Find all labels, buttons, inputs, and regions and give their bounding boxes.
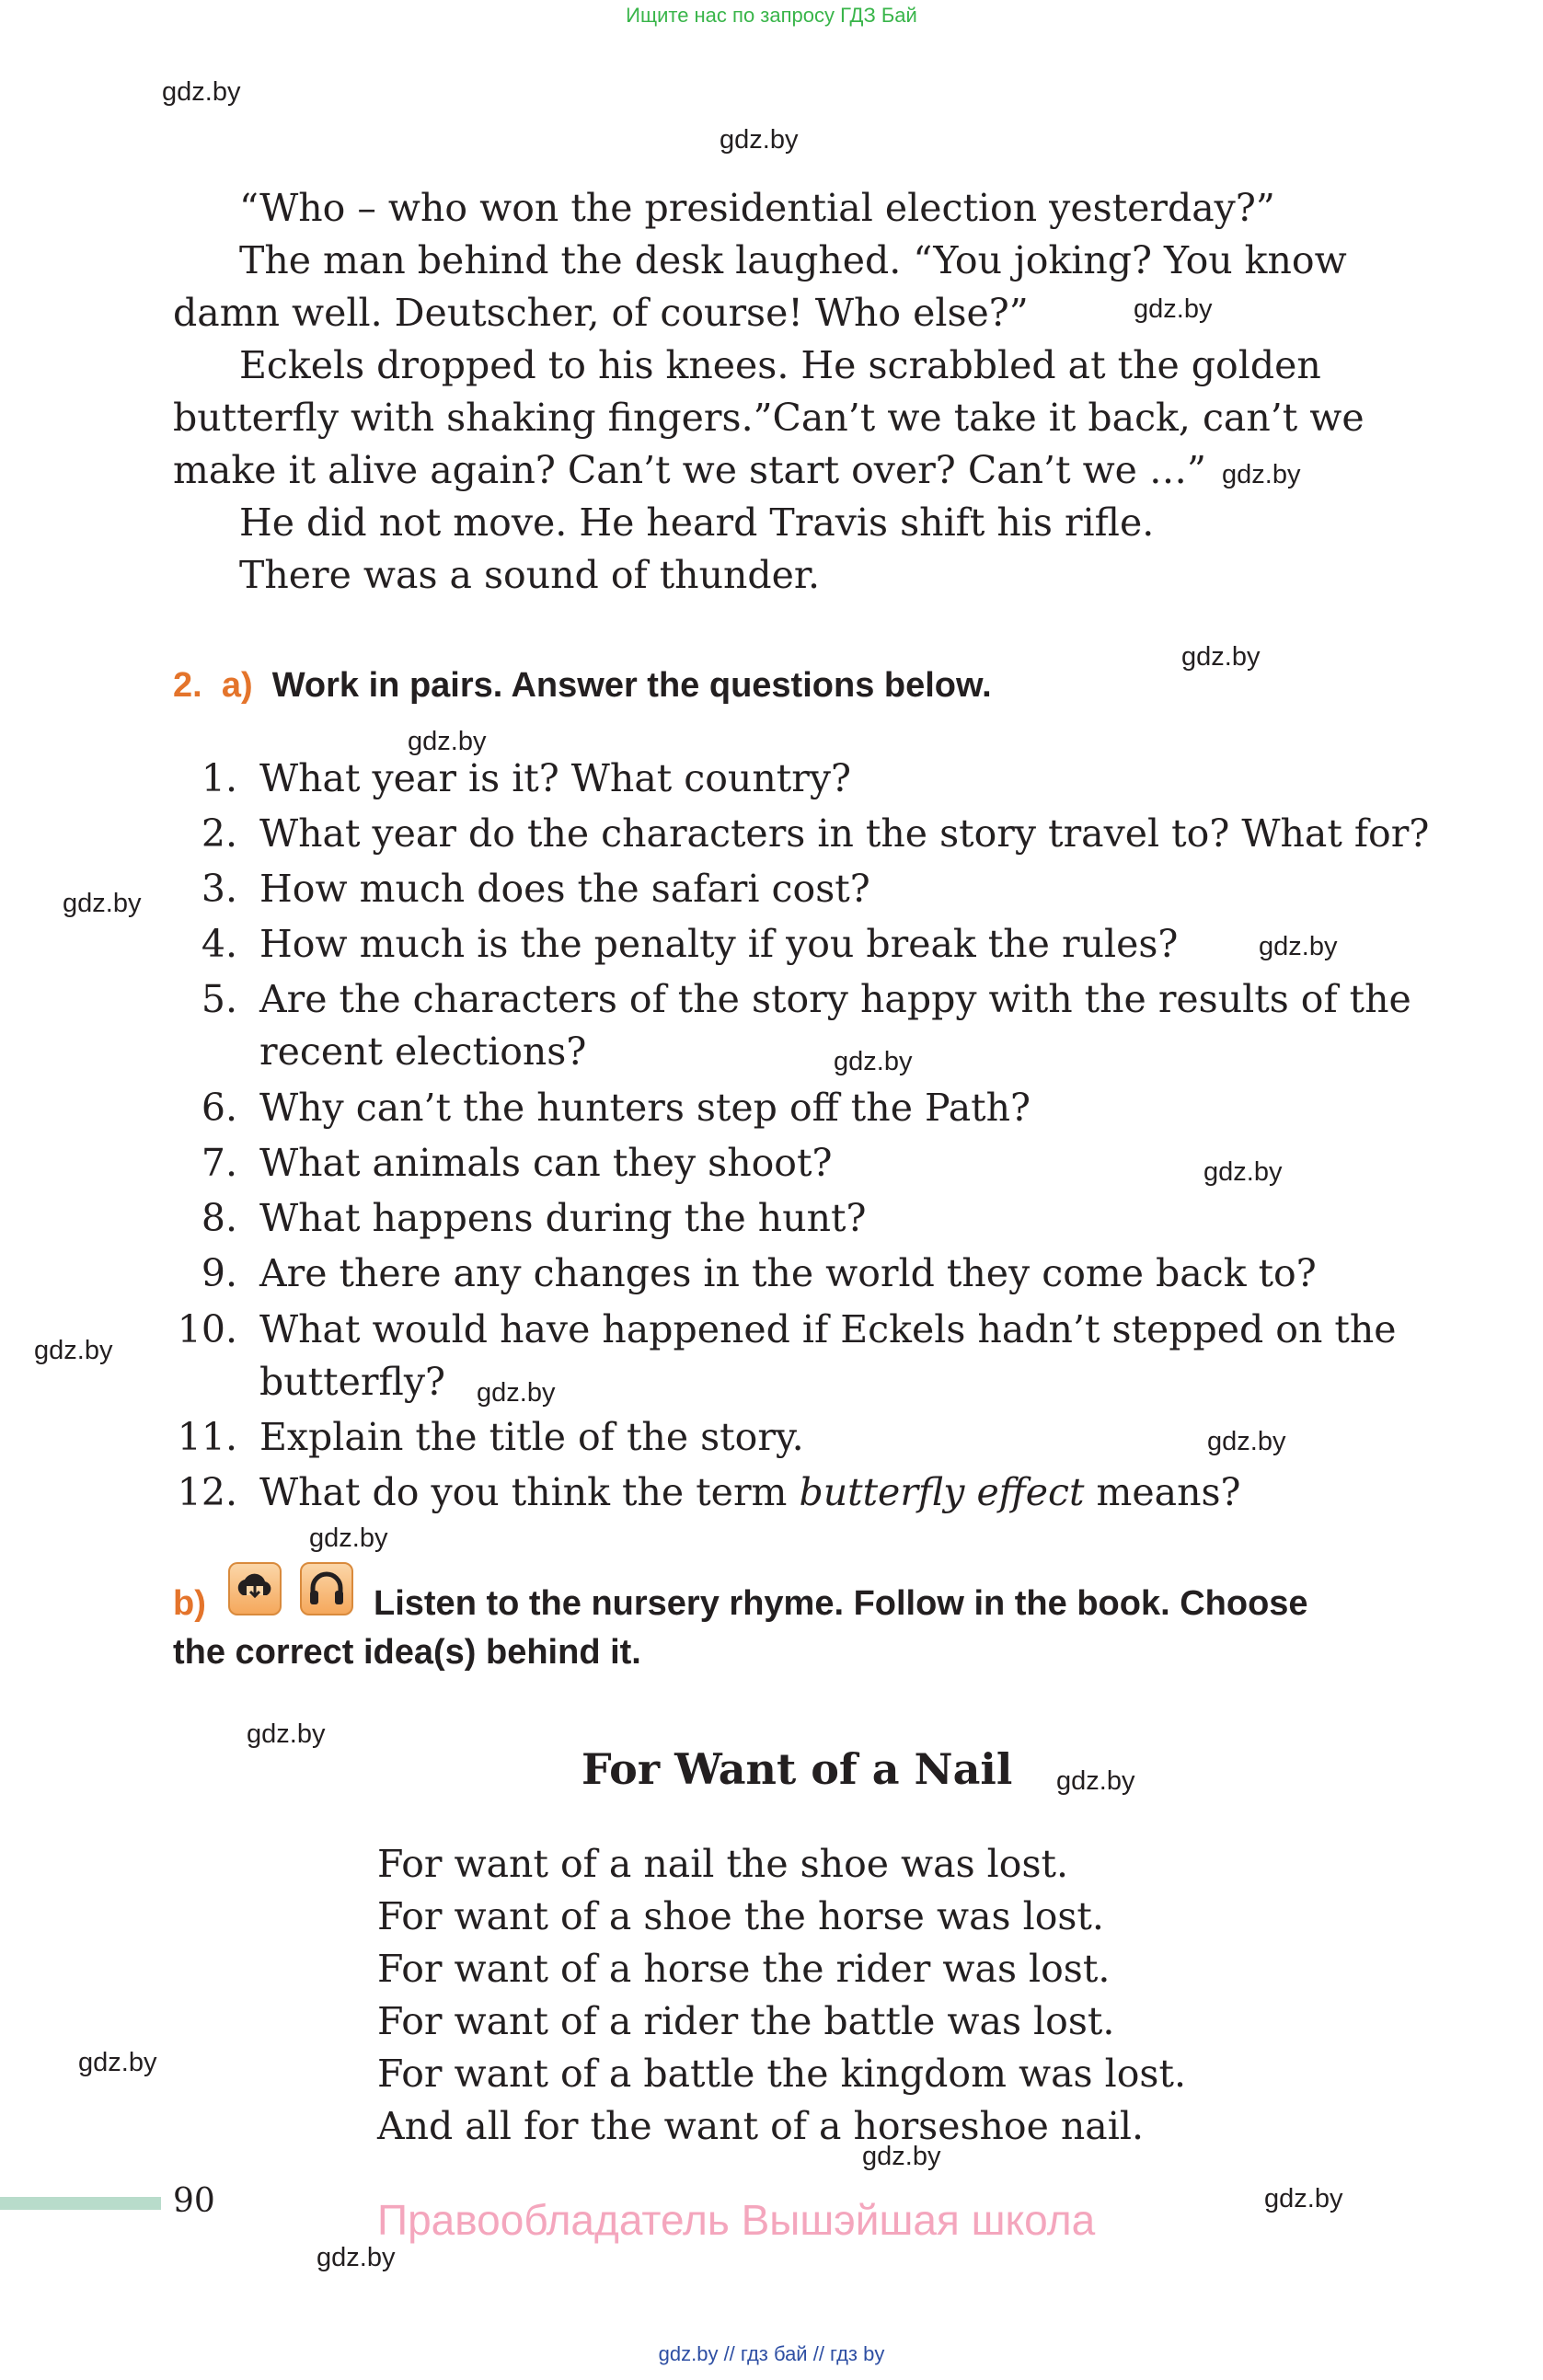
poem-line: And all for the want of a horseshoe nail. bbox=[377, 2104, 1145, 2148]
poem-line: For want of a horse the rider was lost. bbox=[377, 1947, 1111, 1991]
question-number: 8. bbox=[201, 1196, 237, 1240]
watermark: gdz.by bbox=[1203, 1157, 1283, 1187]
poem-line: For want of a rider the battle was lost. bbox=[377, 1999, 1115, 2043]
question-number: 11. bbox=[177, 1415, 237, 1459]
task-number: 2. bbox=[173, 666, 202, 705]
question-text: Are there any changes in the world they come back to? bbox=[259, 1251, 1317, 1295]
question-text: What year is it? What country? bbox=[259, 756, 851, 800]
question-number: 10. bbox=[177, 1307, 237, 1351]
question-text-continued: butterfly? bbox=[259, 1360, 445, 1404]
question-number: 9. bbox=[201, 1251, 237, 1295]
watermark: gdz.by bbox=[834, 1047, 913, 1076]
story-line: Eckels dropped to his knees. He scrabbled at the golden bbox=[239, 343, 1321, 387]
question-text-continued: recent elections? bbox=[259, 1029, 587, 1074]
watermark: gdz.by bbox=[1222, 460, 1301, 489]
poem-line: For want of a shoe the horse was lost. bbox=[377, 1894, 1104, 1938]
task-2a-heading bbox=[173, 666, 992, 706]
task-2b-letter: b) bbox=[173, 1584, 206, 1623]
poem-line: For want of a nail the shoe was lost. bbox=[377, 1842, 1069, 1886]
story-line: butterfly with shaking fingers.”Can’t we take it back, can’t we bbox=[173, 396, 1365, 440]
watermark: gdz.by bbox=[247, 1719, 326, 1749]
task-letter: a) bbox=[221, 666, 253, 705]
story-line: The man behind the desk laughed. “You joking? You know bbox=[239, 238, 1347, 282]
poem-title: For Want of a Nail bbox=[582, 1744, 1013, 1794]
watermark: gdz.by bbox=[862, 2142, 941, 2171]
question-text: Explain the title of the story. bbox=[259, 1415, 804, 1459]
question-number: 7. bbox=[201, 1141, 237, 1185]
question-number: 5. bbox=[201, 977, 237, 1021]
watermark: gdz.by bbox=[720, 125, 799, 155]
watermark: gdz.by bbox=[309, 1523, 388, 1553]
headphones-icon[interactable] bbox=[300, 1562, 353, 1615]
watermark: gdz.by bbox=[477, 1378, 556, 1408]
task-instruction: Work in pairs. Answer the questions below. bbox=[271, 666, 992, 705]
question-text: What would have happened if Eckels hadn’t stepped on the bbox=[259, 1307, 1397, 1351]
question-number: 1. bbox=[201, 756, 237, 800]
watermark: gdz.by bbox=[78, 2048, 157, 2077]
question-text: How much is the penalty if you break the rules? bbox=[259, 922, 1179, 966]
question-text: What year do the characters in the story travel to? What for? bbox=[259, 811, 1430, 856]
watermark: gdz.by bbox=[1207, 1427, 1286, 1456]
task-2b-instruction-line1: Listen to the nursery rhyme. Follow in the book. Choose bbox=[374, 1584, 1308, 1623]
question-number: 2. bbox=[201, 811, 237, 856]
watermark: gdz.by bbox=[1181, 642, 1261, 672]
question-text: What happens during the hunt? bbox=[259, 1196, 867, 1240]
watermark: gdz.by bbox=[1264, 2184, 1343, 2213]
question-text: What animals can they shoot? bbox=[259, 1141, 833, 1185]
story-line: There was a sound of thunder. bbox=[239, 553, 821, 597]
watermark: gdz.by bbox=[162, 77, 241, 107]
bottom-links[interactable]: gdz.by // гдз бай // гдз by bbox=[658, 2342, 885, 2365]
footer-bar bbox=[0, 2197, 161, 2210]
story-line: damn well. Deutscher, of course! Who else?” bbox=[173, 291, 1029, 335]
watermark: gdz.by bbox=[1056, 1766, 1135, 1796]
watermark: gdz.by bbox=[34, 1336, 113, 1365]
cloud-download-icon[interactable] bbox=[228, 1562, 282, 1615]
question-text: What do you think the term butterfly effect means? bbox=[259, 1470, 1241, 1514]
story-line: make it alive again? Can’t we start over? Can’t we …” bbox=[173, 448, 1206, 492]
copyright-notice: Правообладатель Вышэйшая школа bbox=[377, 2196, 1096, 2244]
question-number: 4. bbox=[201, 922, 237, 966]
story-line: He did not move. He heard Travis shift his rifle. bbox=[239, 500, 1155, 545]
watermark: gdz.by bbox=[317, 2243, 396, 2272]
question-number: 6. bbox=[201, 1086, 237, 1130]
question-number: 3. bbox=[201, 867, 237, 911]
page-number: 90 bbox=[173, 2182, 215, 2220]
question-text: Are the characters of the story happy with the results of the bbox=[259, 977, 1411, 1021]
task-2b-instruction-line2: the correct idea(s) behind it. bbox=[173, 1633, 641, 1672]
top-banner: Ищите нас по запросу ГДЗ Бай bbox=[626, 4, 917, 27]
watermark: gdz.by bbox=[408, 727, 487, 756]
question-text: Why can’t the hunters step off the Path? bbox=[259, 1086, 1031, 1130]
question-number: 12. bbox=[177, 1470, 237, 1514]
watermark: gdz.by bbox=[63, 889, 142, 918]
poem-line: For want of a battle the kingdom was lost. bbox=[377, 2052, 1186, 2096]
watermark: gdz.by bbox=[1134, 294, 1213, 324]
question-text: How much does the safari cost? bbox=[259, 867, 870, 911]
story-line: “Who – who won the presidential election yesterday?” bbox=[239, 186, 1275, 230]
watermark: gdz.by bbox=[1259, 932, 1338, 961]
